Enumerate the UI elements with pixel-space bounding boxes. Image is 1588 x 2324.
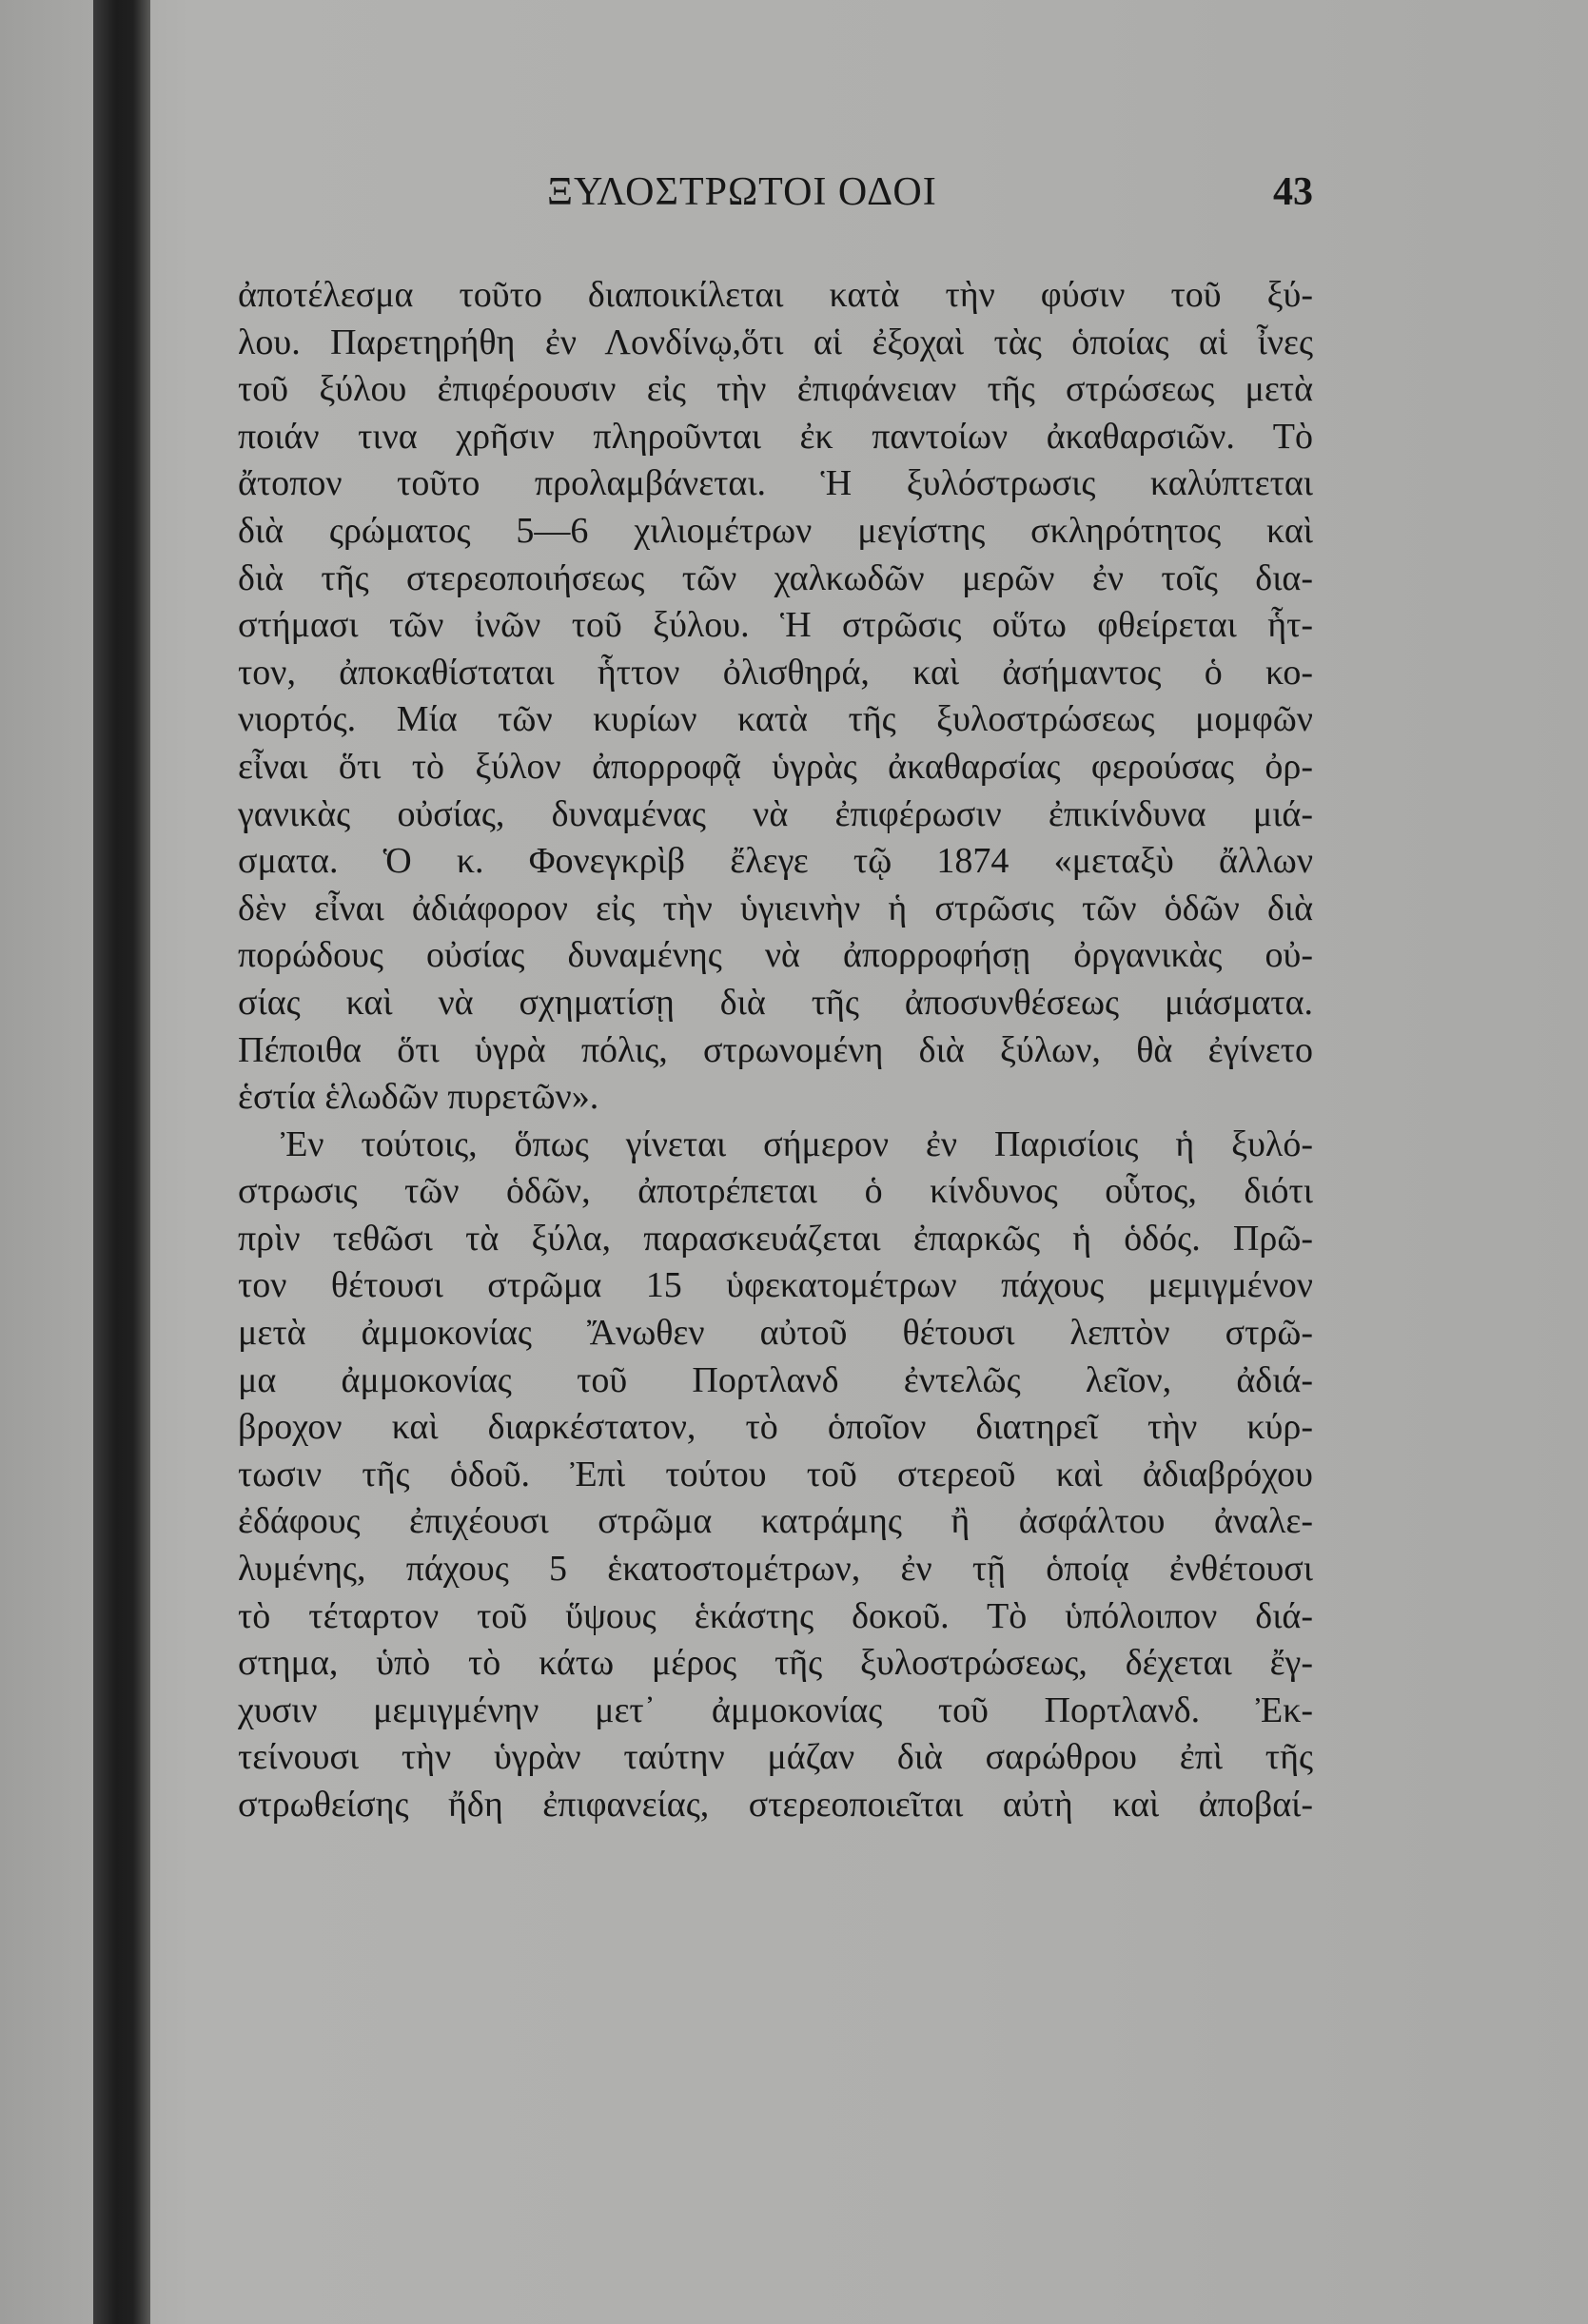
text-line: τωσιν τῆς ὁδοῦ. Ἐπὶ τούτου τοῦ στερεοῦ καὶ ἀδιαβρόχου [238, 1454, 1313, 1494]
text-line: ἑστία ἑλωδῶν πυρετῶν». [238, 1077, 599, 1118]
text-line: ἄτοπον τοῦτο προλαμβάνεται. Ἡ ξυλόστρωσις καλύπτεται [238, 463, 1313, 504]
text-line: ἐδάφους ἐπιχέουσι στρῶμα κατράμης ἢ ἀσφάλτου ἀναλε- [238, 1501, 1313, 1542]
running-title: ΞΥΛΟΣΤΡΩΤΟΙ ΟΔΟΙ [547, 170, 937, 214]
text-line: τον θέτουσι στρῶμα 15 ὑφεκατομέτρων πάχους μεμιγμένον [238, 1265, 1313, 1306]
text-line: πρὶν τεθῶσι τὰ ξύλα, παρασκευάζεται ἐπαρκῶς ἡ ὁδός. Πρῶ- [238, 1218, 1313, 1259]
text-line: διὰ τῆς στερεοποιήσεως τῶν χαλκωδῶν μερῶν ἐν τοῖς δια- [238, 557, 1313, 598]
text-line: λου. Παρετηρήθη ἐν Λονδίνῳ,ὅτι αἱ ἐξοχαὶ τὰς ὁποίας αἱ ἶνες [238, 322, 1313, 362]
text-line: ποιάν τινα χρῆσιν πληροῦνται ἐκ παντοίων ἀκαθαρσιῶν. Τὸ [238, 416, 1313, 457]
book-spine-shadow [93, 0, 150, 2324]
paragraph-first-line: Ἐν τούτοις, ὅπως γίνεται σήμερον ἐν Παρισίοις ἡ ξυλό- [281, 1123, 1313, 1164]
text-line: σματα. Ὁ κ. Φονεγκρὶβ ἔλεγε τῷ 1874 «μεταξὺ ἄλλων [238, 841, 1313, 882]
text-line: Πέποιθα ὅτι ὑγρὰ πόλις, στρωνομένη διὰ ξύλων, θὰ ἐγίνετο [238, 1029, 1313, 1070]
text-line: στρωσις τῶν ὁδῶν, ἀποτρέπεται ὁ κίνδυνος οὗτος, διότι [238, 1171, 1313, 1212]
text-line: μετὰ ἀμμοκονίας Ἄνωθεν αὐτοῦ θέτουσι λεπτὸν στρῶ- [238, 1313, 1313, 1354]
text-line: εἶναι ὅτι τὸ ξύλον ἀπορροφᾷ ὑγρὰς ἀκαθαρσίας φερούσας ὀρ- [238, 746, 1313, 787]
text-line: τοῦ ξύλου ἐπιφέρουσιν εἰς τὴν ἐπιφάνειαν τῆς στρώσεως μετὰ [238, 369, 1313, 410]
text-line: γανικὰς οὐσίας, δυναμένας νὰ ἐπιφέρωσιν ἐπικίνδυνα μιά- [238, 793, 1313, 834]
text-line: λυμένης, πάχους 5 ἑκατοστομέτρων, ἐν τῇ ὁποίᾳ ἐνθέτουσι [238, 1549, 1313, 1590]
text-line: νιορτός. Μία τῶν κυρίων κατὰ τῆς ξυλοστρώσεως μομφῶν [238, 699, 1313, 740]
text-line: δὲν εἶναι ἀδιάφορον εἰς τὴν ὑγιεινὴν ἡ στρῶσις τῶν ὁδῶν διὰ [238, 888, 1313, 928]
text-line: στημα, ὑπὸ τὸ κάτω μέρος τῆς ξυλοστρώσεως, δέχεται ἔγ- [238, 1643, 1313, 1684]
text-line: στρωθείσης ἤδη ἐπιφανείας, στερεοποιεῖται αὐτὴ καὶ ἀποβαί- [238, 1785, 1313, 1825]
text-line: βροχον καὶ διαρκέστατον, τὸ ὁποῖον διατηρεῖ τὴν κύρ- [238, 1407, 1313, 1448]
text-line: τον, ἀποκαθίσταται ἧττον ὀλισθηρά, καὶ ἀσήμαντος ὁ κο- [238, 652, 1313, 693]
text-line: πορώδους οὐσίας δυναμένης νὰ ἀπορροφήσῃ ὀργανικὰς οὐ- [238, 935, 1313, 976]
text-line: χυσιν μεμιγμένην μετ᾿ ἀμμοκονίας τοῦ Πορτλανδ. Ἐκ- [238, 1689, 1313, 1730]
text-line: σίας καὶ νὰ σχηματίσῃ διὰ τῆς ἀποσυνθέσεως μιάσματα. [238, 982, 1313, 1023]
text-line: στήμασι τῶν ἰνῶν τοῦ ξύλου. Ἡ στρῶσις οὕτω φθείρεται ἧτ- [238, 605, 1313, 646]
text-line: τὸ τέταρτον τοῦ ὕψους ἑκάστης δοκοῦ. Τὸ ὑπόλοιπον διά- [238, 1595, 1313, 1636]
text-line: ἀποτέλεσμα τοῦτο διαποικίλεται κατὰ τὴν φύσιν τοῦ ξύ- [238, 275, 1313, 315]
body-text [238, 272, 1313, 1829]
text-line: μα ἀμμοκονίας τοῦ Πορτλανδ ἐντελῶς λεῖον, ἀδιά- [238, 1359, 1313, 1400]
text-line: τείνουσι τὴν ὑγρὰν ταύτην μάζαν διὰ σαρώθρου ἐπὶ τῆς [238, 1737, 1313, 1778]
page-header [228, 169, 1313, 226]
page-number: 43 [1273, 170, 1313, 214]
text-line: διὰ ςρώματος 5—6 χιλιομέτρων μεγίστης σκληρότητος καὶ [238, 510, 1313, 551]
